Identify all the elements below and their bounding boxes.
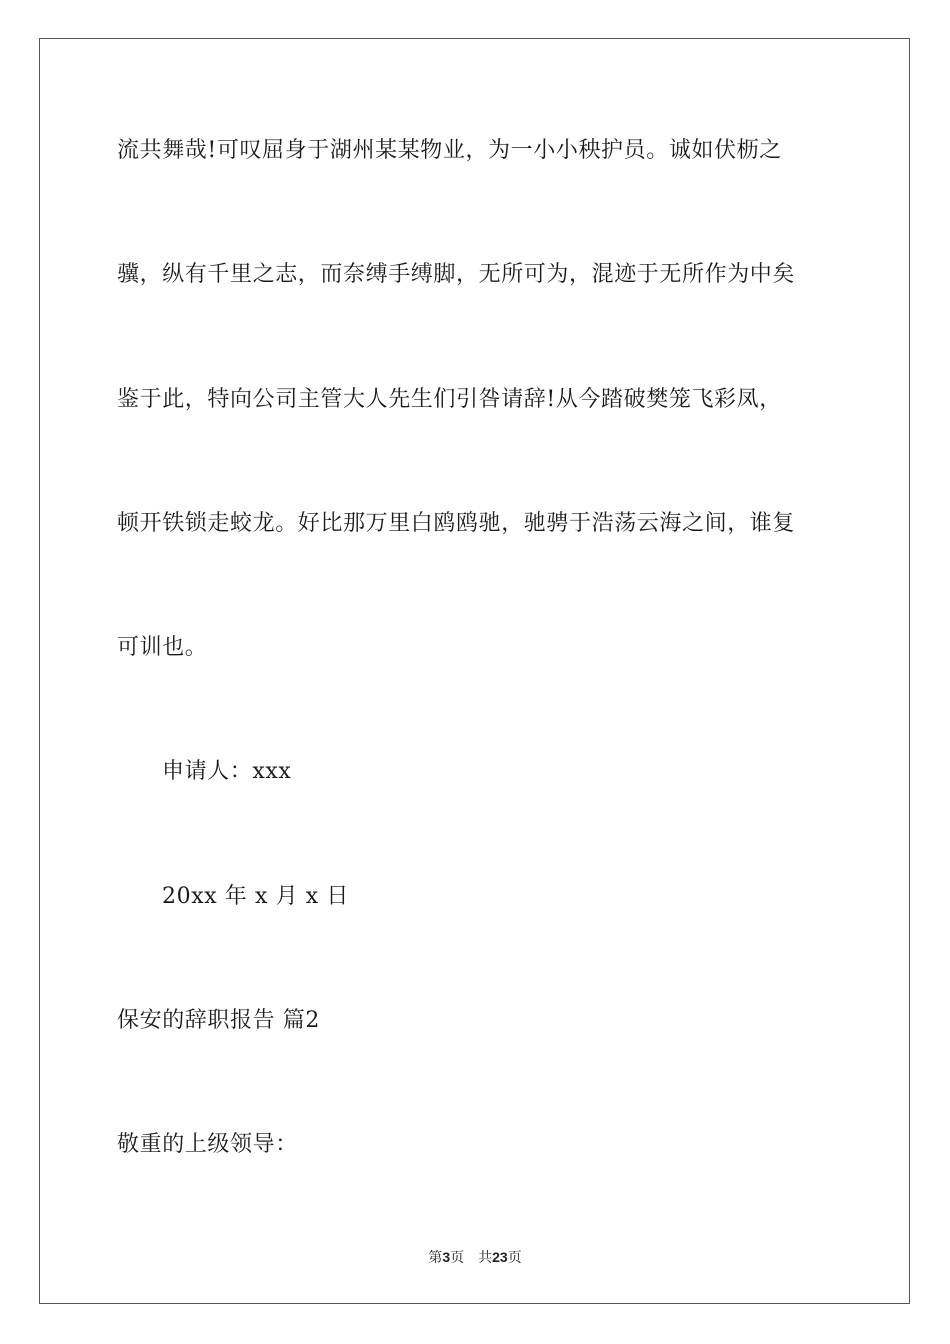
- total-pages: 23: [492, 1249, 508, 1265]
- page-suffix: 页: [450, 1250, 465, 1266]
- body-line-2: 骥，纵有千里之志，而奈缚手缚脚，无所可为，混迹于无所作为中矣: [117, 262, 796, 287]
- total-prefix: 共: [478, 1250, 493, 1266]
- salutation: 敬重的上级领导：: [117, 1132, 298, 1157]
- body-line-3: 鉴于此，特向公司主管大人先生们引咎请辞!从今踏破樊笼飞彩凤，: [117, 387, 782, 412]
- applicant-line: 申请人：xxx: [162, 759, 292, 784]
- body-line-1: 流共舞哉!可叹屈身于湖州某某物业，为一小小秧护员。诚如伏枥之: [117, 138, 782, 163]
- section-title: 保安的辞职报告 篇2: [117, 1008, 320, 1033]
- body-line-4: 顿开铁锁走蛟龙。好比那万里白鸥鸥驰，驰骋于浩荡云海之间，谁复: [117, 511, 796, 536]
- page-border: [39, 38, 910, 1304]
- page-footer: [0, 1248, 950, 1267]
- date-line: 20xx 年 x 月 x 日: [162, 884, 349, 909]
- body-line-5: 可训也。: [117, 635, 208, 660]
- total-suffix: 页: [507, 1250, 522, 1266]
- page-number: 3: [442, 1249, 451, 1265]
- page-prefix: 第: [428, 1250, 443, 1266]
